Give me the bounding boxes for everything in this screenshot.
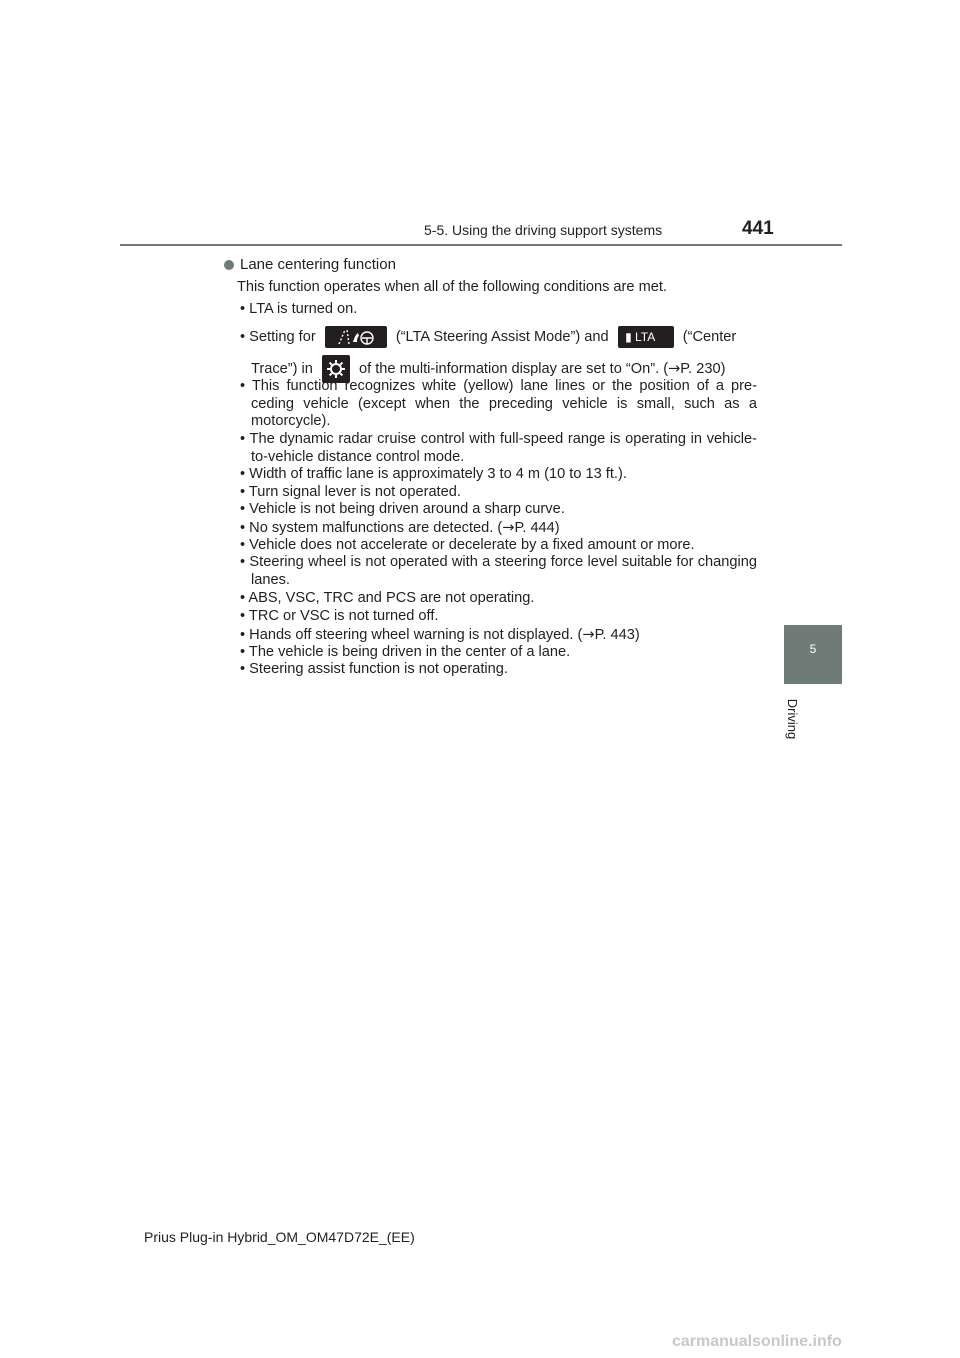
arrow-right-icon: → bbox=[582, 626, 595, 643]
condition-text: Steering assist function is not operating. bbox=[249, 661, 508, 677]
condition-text: Steering wheel is not operated with a steering force level suitable for changing lanes. bbox=[249, 554, 757, 588]
watermark: carmanualsonline.info bbox=[672, 1333, 842, 1350]
chapter-tab[interactable]: 5 bbox=[784, 625, 842, 684]
condition-item-8: • No system malfunctions are detected. (→P. 444) bbox=[240, 519, 560, 536]
condition-text: Vehicle does not accelerate or decelerate by a fixed amount or more. bbox=[249, 537, 695, 553]
condition-text: The dynamic radar cruise control with full-speed range is operating in vehicle-to-vehicle distance control mode. bbox=[249, 431, 758, 465]
lta-steering-assist-mode-icon bbox=[325, 326, 387, 348]
condition-item-13: • Hands off steering wheel warning is not displayed. (→P. 443) bbox=[240, 626, 640, 643]
condition-text: (“LTA Steering Assist Mode”) and bbox=[395, 329, 609, 345]
condition-text: TRC or VSC is not turned off. bbox=[248, 608, 439, 624]
condition-text: Setting for bbox=[249, 329, 316, 345]
condition-text: Vehicle is not being driven around a sharp curve. bbox=[249, 501, 565, 517]
condition-item-7: • Vehicle is not being driven around a sharp curve. bbox=[240, 501, 565, 517]
condition-text: The vehicle is being driven in the center of a lane. bbox=[248, 644, 571, 660]
footer-document-id: Prius Plug-in Hybrid_OM_OM47D72E_(EE) bbox=[144, 1229, 415, 1245]
condition-item-5: • Width of traffic lane is approximately 3 to 4 m (10 to 13 ft.). bbox=[240, 466, 627, 482]
section-title bbox=[224, 256, 396, 274]
condition-text: ABS, VSC, TRC and PCS are not operating. bbox=[248, 590, 535, 606]
condition-text: Width of traffic lane is approximately 3 to 4 m (10 to 13 ft.). bbox=[249, 466, 627, 482]
page-number: 441 bbox=[742, 218, 774, 239]
condition-text: No system malfunctions are detected. ( bbox=[249, 520, 503, 536]
center-trace-lta-label: LTA bbox=[635, 330, 656, 345]
header-rule bbox=[120, 244, 842, 246]
section-intro: This function operates when all of the following conditions are met. bbox=[237, 279, 667, 295]
condition-item-10: • Steering wheel is not operated with a steering force level suitable for changing lanes. bbox=[240, 554, 757, 588]
section-title-text: Lane centering function bbox=[240, 256, 396, 273]
condition-item-6: • Turn signal lever is not operated. bbox=[240, 484, 461, 500]
condition-item-2: • Setting for (“LTA Steering Assist Mode”) and ▮ LTA (“Center Trace”) in of the multi-information display are set to “On”. (→P. 230) bbox=[240, 322, 757, 385]
page-reference-link[interactable]: P. 444) bbox=[514, 520, 560, 536]
condition-text: (“Center bbox=[682, 329, 737, 345]
center-trace-lta-icon: ▮ LTA bbox=[618, 326, 674, 348]
bullet-circle-icon bbox=[224, 260, 234, 270]
condition-item-9: • Vehicle does not accelerate or decelerate by a fixed amount or more. bbox=[240, 537, 695, 553]
condition-item-1: • LTA is turned on. bbox=[240, 301, 358, 317]
chapter-label: Driving bbox=[785, 698, 800, 740]
condition-item-14: • The vehicle is being driven in the center of a lane. bbox=[240, 644, 571, 660]
condition-item-12: • TRC or VSC is not turned off. bbox=[240, 608, 439, 624]
page-reference-link[interactable]: P. 230) bbox=[680, 361, 726, 377]
condition-text: Turn signal lever is not operated. bbox=[248, 484, 461, 500]
condition-text: of the multi-information display are set to “On”. ( bbox=[359, 361, 669, 377]
condition-text: LTA is turned on. bbox=[249, 301, 358, 317]
condition-item-4: • The dynamic radar cruise control with full-speed range is operating in vehicle-to-vehicle distance control mode. bbox=[240, 431, 758, 465]
condition-item-15: • Steering assist function is not operating. bbox=[240, 661, 508, 677]
condition-item-11: • ABS, VSC, TRC and PCS are not operating. bbox=[240, 590, 535, 606]
condition-text: This function recognizes white (yellow) lane lines or the position of a pre-ceding vehicle (except when the preceding vehicle is small, such as a motorcycle). bbox=[251, 378, 757, 429]
condition-item-3: • This function recognizes white (yellow) lane lines or the position of a pre-ceding vehicle (except when the preceding vehicle is small, such as a motorcycle). bbox=[240, 378, 757, 429]
condition-text: Hands off steering wheel warning is not displayed. ( bbox=[249, 627, 583, 643]
arrow-right-icon: → bbox=[502, 519, 515, 536]
arrow-right-icon: → bbox=[668, 360, 681, 377]
page-reference-link[interactable]: P. 443) bbox=[594, 627, 640, 643]
condition-text: Trace”) in bbox=[251, 361, 313, 377]
header-title: 5-5. Using the driving support systems bbox=[424, 222, 663, 238]
